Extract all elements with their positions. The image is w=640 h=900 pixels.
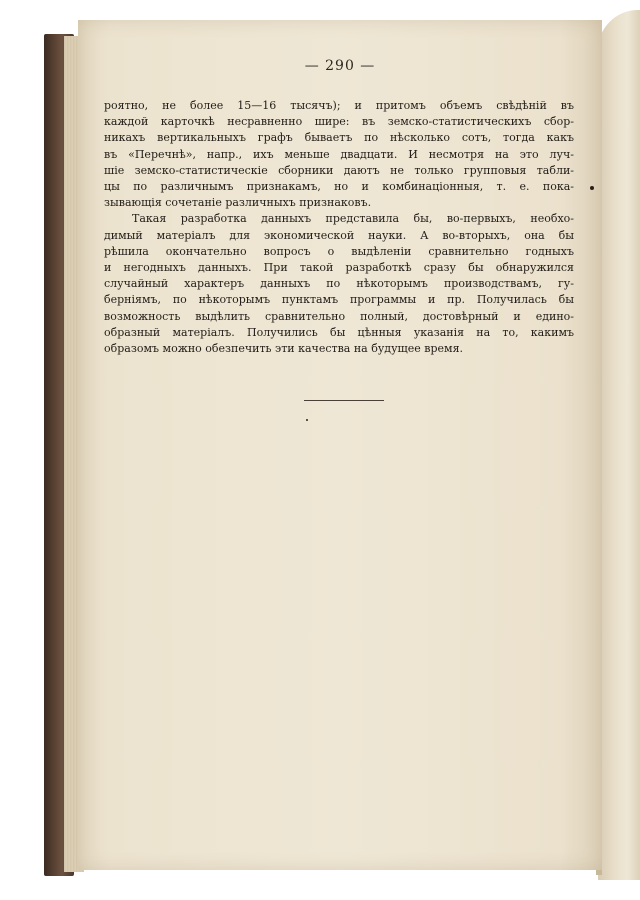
text-line-paragraph-start: Такая разработка данныхъ представила бы, во-первыхъ, необхо-: [132, 212, 574, 226]
text-line: зывающія сочетаніе различныхъ признаковъ.: [104, 196, 372, 210]
body-text: [104, 98, 574, 357]
book-page: [78, 20, 602, 870]
text-line: никахъ вертикальныхъ графъ бываетъ по нѣсколько сотъ, тогда какъ: [104, 131, 574, 145]
text-line: рѣшила окончательно вопросъ о выдѣленіи сравнительно годныхъ: [104, 244, 574, 258]
section-divider-rule: [304, 400, 384, 401]
text-line: шіе земско-статистическіе сборники даютъ не только групповыя табли-: [104, 163, 574, 177]
page-number: — 290 —: [304, 58, 376, 74]
text-line: случайный характеръ данныхъ по нѣкоторымъ производствамъ, гу-: [104, 277, 574, 291]
text-line: образный матеріалъ. Получились бы цѣнныя указанія на то, какимъ: [104, 325, 574, 339]
text-line: димый матеріалъ для экономической науки. А во-вторыхъ, она бы: [104, 228, 574, 242]
facing-page-curl: [598, 10, 640, 880]
text-line: образомъ можно обезпечить эти качества на будущее время.: [104, 342, 464, 356]
text-line: въ «Перечнѣ», напр., ихъ меньше двадцати. И несмотря на это луч-: [104, 147, 574, 161]
text-line: роятно, не более 15—16 тысячъ); и притомъ объемъ свѣдѣній въ: [104, 99, 574, 112]
text-line: возможность выдѣлить сравнительно полный, достовѣрный и едино-: [104, 309, 574, 323]
text-line: цы по различнымъ признакамъ, но и комбинаціонныя, т. е. пока-: [104, 180, 574, 194]
text-line: каждой карточкѣ несравненно шире: въ земско-статистическихъ сбор-: [104, 115, 574, 129]
ink-speck: [306, 419, 308, 421]
ink-speck: [590, 186, 594, 190]
text-line: и негодныхъ данныхъ. При такой разработкѣ сразу бы обнаружился: [104, 261, 574, 275]
text-line: берніямъ, по нѣкоторымъ пунктамъ программы и пр. Получилась бы: [104, 293, 574, 307]
